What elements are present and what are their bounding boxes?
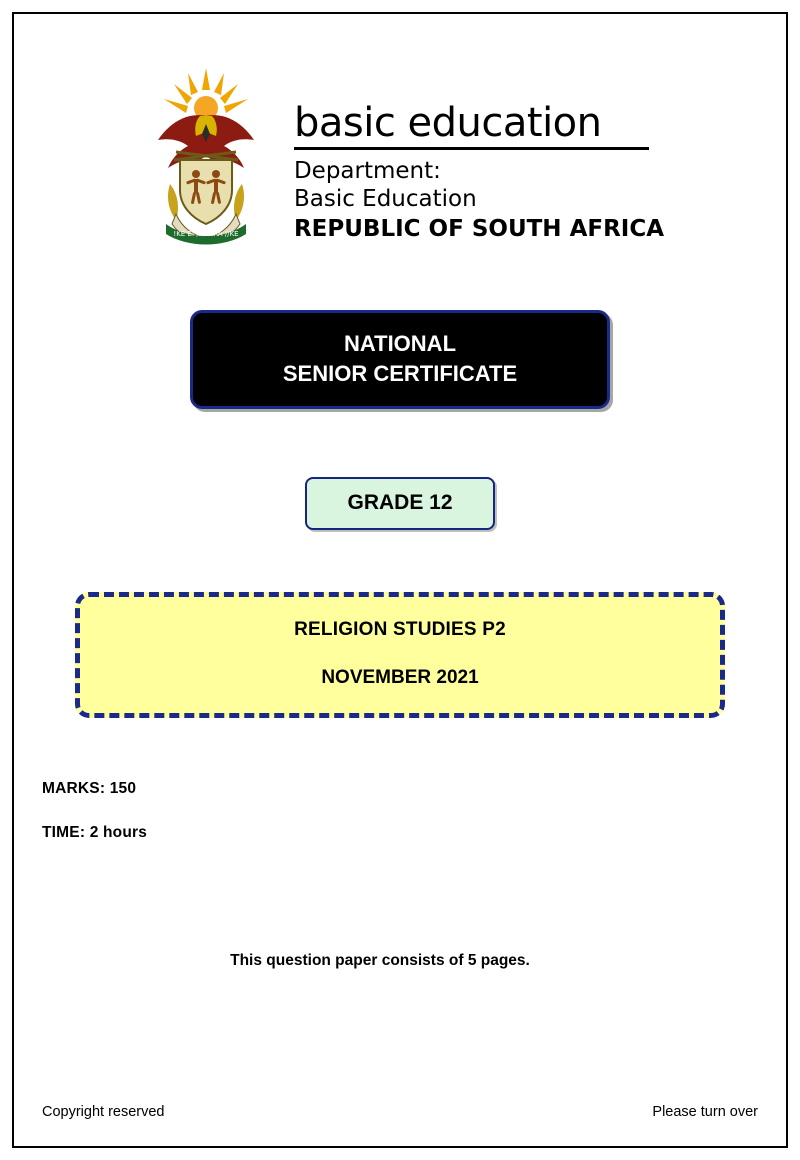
department-label: Department: <box>293 158 441 184</box>
turn-over-note: Please turn over <box>652 1104 758 1120</box>
brand-title: basic education <box>293 100 602 146</box>
grade-banner-wrap <box>14 477 786 530</box>
svg-text:!KE E: /XARRA //KE: !KE E: /XARRA //KE <box>173 230 239 238</box>
page-content <box>14 14 786 1146</box>
south-african-coat-of-arms-icon <box>136 64 276 254</box>
certificate-banner-wrap <box>14 310 786 409</box>
document-header <box>14 14 786 254</box>
brand-underline <box>294 147 649 150</box>
page-footer <box>42 1104 758 1120</box>
certificate-line-1: NATIONAL <box>343 331 457 356</box>
republic-label: REPUBLIC OF SOUTH AFRICA <box>293 216 665 243</box>
copyright-note: Copyright reserved <box>42 1104 165 1120</box>
time-line: TIME: 2 hours <box>42 824 148 842</box>
department-name: Basic Education <box>293 186 477 213</box>
subject-title: RELIGION STUDIES P2 <box>294 619 506 641</box>
grade-banner: GRADE 12 <box>305 477 495 530</box>
subject-banner <box>75 592 725 718</box>
certificate-banner <box>190 310 610 409</box>
department-wordmark <box>294 64 664 244</box>
subject-banner-wrap <box>14 592 786 718</box>
page-count-note: This question paper consists of 5 pages. <box>230 952 530 970</box>
marks-line: MARKS: 150 <box>42 780 137 798</box>
subject-date: NOVEMBER 2021 <box>321 667 479 689</box>
exam-meta <box>14 780 786 842</box>
certificate-line-2: SENIOR CERTIFICATE <box>282 360 518 386</box>
